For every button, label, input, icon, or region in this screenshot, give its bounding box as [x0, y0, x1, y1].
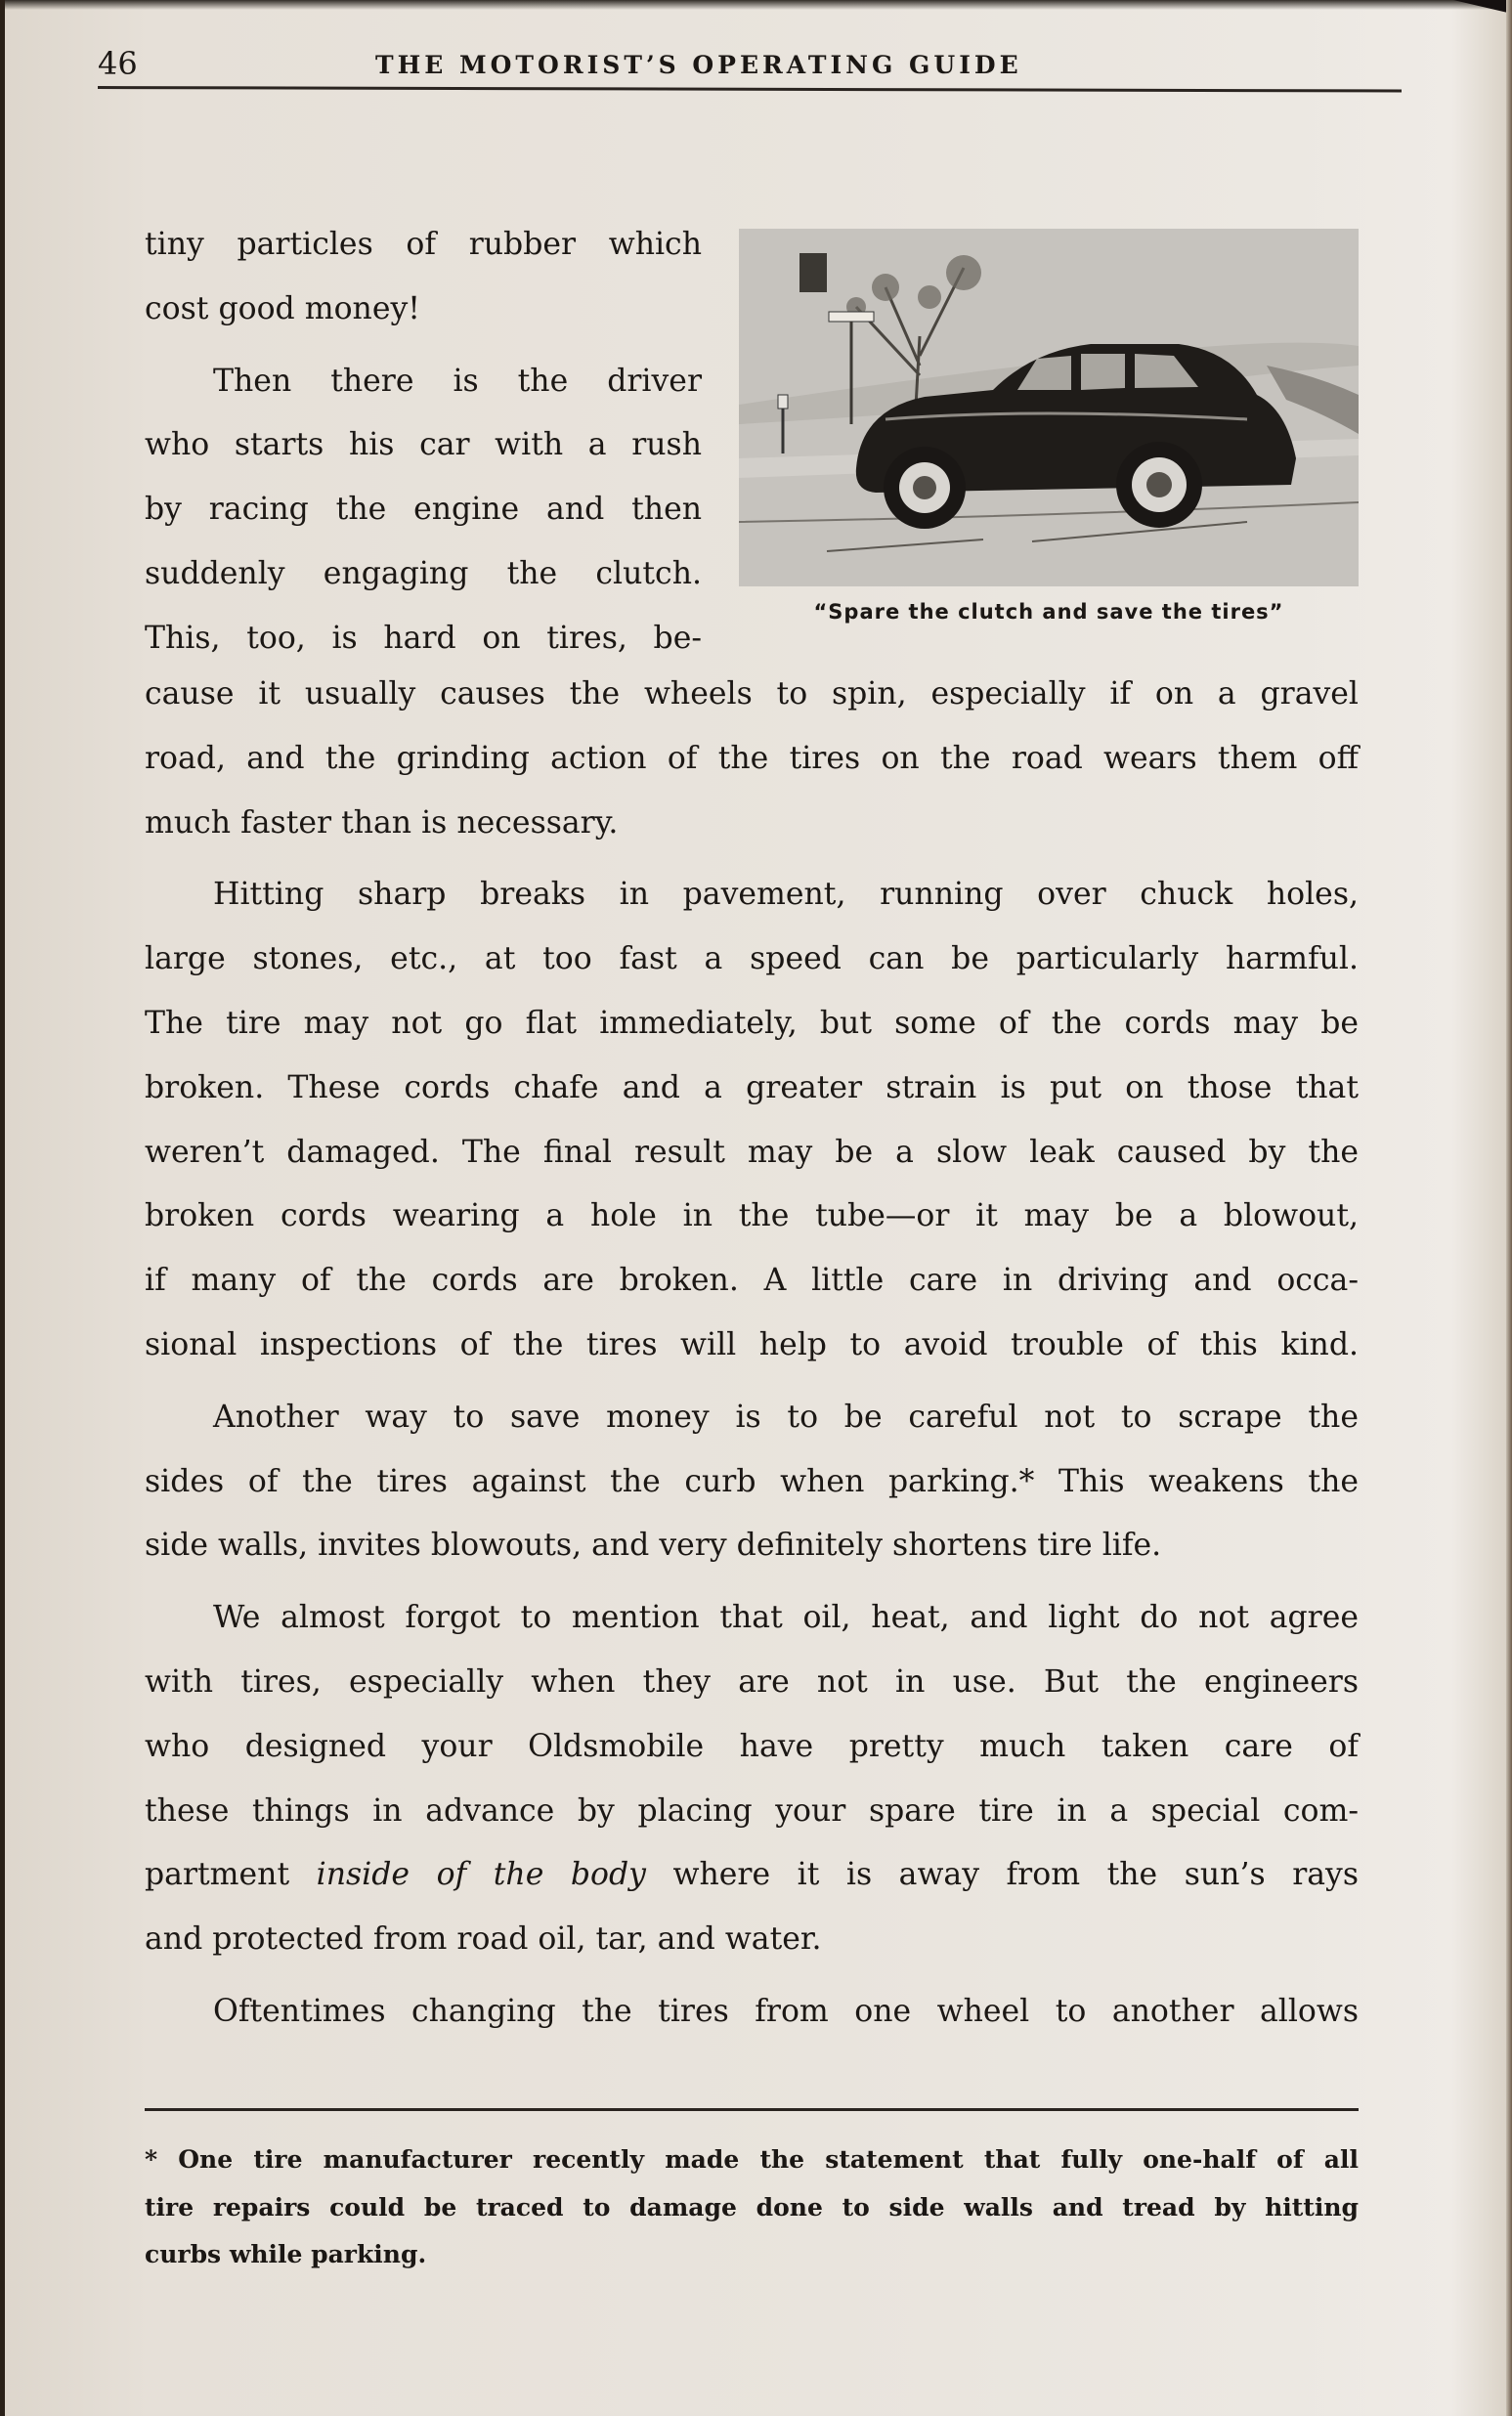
narrow-column	[145, 213, 702, 671]
text-line: weren’t damaged. The final result may be a slow leak caused by the	[145, 1134, 1359, 1170]
text-run: partment	[145, 1857, 317, 1893]
scan-edge-shadow	[0, 0, 1512, 10]
paragraph-5	[145, 1980, 1359, 2045]
text-line: and protected from road oil, tar, and water.	[145, 1921, 822, 1958]
header-rule	[98, 86, 1402, 92]
text-line: broken cords wearing a hole in the tube—or it may be a blowout,	[145, 1198, 1359, 1234]
text-line: by racing the engine and then	[145, 492, 702, 528]
footnote-line: * One tire manufacturer recently made the statement that fully one-half of all	[145, 2145, 1359, 2174]
footnote-line: tire repairs could be traced to damage done to side walls and tread by hitting	[145, 2192, 1359, 2222]
text-line: sides of the tires against the curb when parking.* This weakens the	[145, 1463, 1359, 1499]
running-head	[98, 43, 1402, 82]
page-number: 46	[98, 45, 138, 82]
text-line: large stones, etc., at too fast a speed can be particularly harmful.	[145, 941, 1359, 977]
text-line: these things in advance by placing your spare tire in a special com-	[145, 1792, 1359, 1829]
scan-right-edge	[1506, 0, 1512, 2416]
book-title: THE MOTORIST’S OPERATING GUIDE	[375, 51, 1022, 79]
text-line: with tires, especially when they are not in use. But the engineers	[145, 1663, 1359, 1700]
body-text	[145, 663, 1359, 2045]
text-line: if many of the cords are broken. A little care in driving and occa-	[145, 1263, 1359, 1299]
footnote	[145, 2136, 1359, 2279]
text-line: suddenly engaging the clutch.	[145, 555, 702, 591]
text-line: road, and the grinding action of the tires on the road wears them off	[145, 740, 1359, 776]
text-line: broken. These cords chafe and a greater strain is put on those that	[145, 1069, 1359, 1105]
paragraph-3	[145, 1386, 1359, 1578]
text-line: We almost forgot to mention that oil, heat, and light do not agree	[213, 1600, 1359, 1636]
scan-left-edge	[0, 0, 5, 2416]
figure-caption: “Spare the clutch and save the tires”	[813, 600, 1284, 624]
text-line: Another way to save money is to be careful not to scrape the	[213, 1399, 1359, 1435]
text-run: where it is away from the sun’s rays	[645, 1857, 1359, 1893]
car-sketch-icon	[739, 229, 1359, 586]
car-illustration	[739, 229, 1359, 586]
text-line: This, too, is hard on tires, be-	[145, 620, 702, 656]
emphasis-text: inside of the body	[316, 1857, 646, 1893]
paragraph-2	[145, 863, 1359, 1377]
paragraph-4	[145, 1586, 1359, 1972]
text-line: Hitting sharp breaks in pavement, running over chuck holes,	[213, 877, 1359, 913]
footnote-rule	[145, 2108, 1359, 2111]
text-line: Then there is the driver	[213, 363, 702, 399]
text-line: Oftentimes changing the tires from one wheel to another allows	[213, 1993, 1359, 2029]
text-line: The tire may not go flat immediately, but some of the cords may be	[145, 1005, 1359, 1041]
text-line: much faster than is necessary.	[145, 804, 619, 841]
text-line	[145, 1843, 1359, 1908]
paragraph-1-continued	[145, 663, 1359, 855]
text-line: cost good money!	[145, 290, 420, 326]
text-line: tiny particles of rubber which	[145, 227, 702, 262]
text-line: side walls, invites blowouts, and very definitely shortens tire life.	[145, 1528, 1162, 1564]
footnote-line: curbs while parking.	[145, 2240, 427, 2268]
text-line: cause it usually causes the wheels to spin, especially if on a gravel	[145, 676, 1359, 712]
text-line: who designed your Oldsmobile have pretty much taken care of	[145, 1728, 1359, 1764]
text-line: who starts his car with a rush	[145, 427, 702, 463]
text-line: sional inspections of the tires will help to avoid trouble of this kind.	[145, 1326, 1359, 1362]
